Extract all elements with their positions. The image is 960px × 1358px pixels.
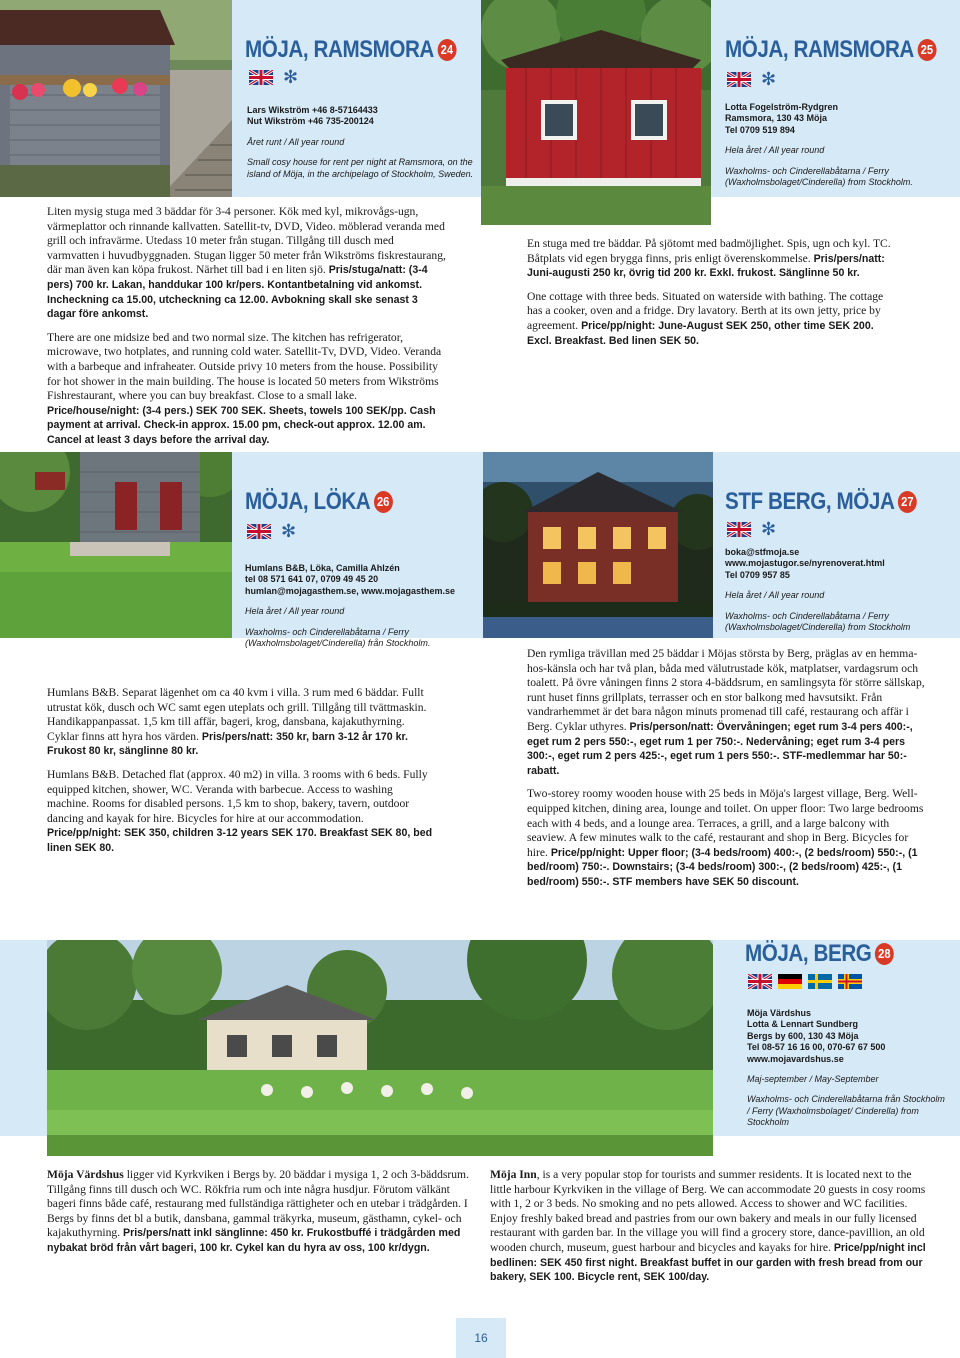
- listing-28-swedish-description: [47, 1168, 472, 1265]
- listing-27-title-text: STF BERG, MÖJA: [725, 488, 895, 515]
- listing-24-contact: Lars Wikström +46 8-57164433: [247, 105, 378, 115]
- snowflake-icon: ✻: [283, 67, 299, 88]
- listing-28-contact: Möja Värdshus: [747, 1008, 812, 1018]
- listing-27-contact: www.mojastugor.se/nyrenoverat.html: [725, 558, 885, 569]
- listing-26-contact: humlan@mojagasthem.se, www.mojagasthem.se: [245, 585, 456, 596]
- listing-26-title-text: MÖJA, LÖKA: [245, 488, 371, 515]
- listing-26-contact: Humlans B&B, Löka, Camilla Ahlzén: [245, 563, 400, 573]
- listing-25-title-text: MÖJA, RAMSMORA: [725, 36, 914, 63]
- page-number: 16: [456, 1318, 506, 1358]
- listing-24-info: [247, 105, 477, 180]
- listing-27-swedish: Den rymliga trävillan med 25 bäddar i Möjas största by Berg, präglas av en hemma-hos-känsla och har två plan, båda med välutrustade kök, matplatser, vardagsrum och toalett. På övre våningen finns 2 stora 4-bäddsrum, en samlingsyta för större sällskap, runt huset finns grillplats, terrasser och en stor balkong med havsutsikt. Från vandrarhemmet är det bara någon minuts promenad till café, restaurang och affär i Berg. Cyklar uthyres. Pris/person/natt: Övervåningen; eget rum 3-4 pers 400:-, eget rum 2 pers 550:-, eget rum 1 per 750:-. Nedervåning; eget rum 3-4 pers 300:-, eget rum 2 pers 425:-, eget rum 1 pers 550:-. STF-medlemmar har 50:- rabatt.: [527, 647, 925, 777]
- listing-24-flags: [249, 67, 299, 88]
- listing-25-contact: Ramsmora, 130 43 Möja: [725, 113, 828, 124]
- listing-28-contact: www.mojavardshus.se: [747, 1053, 844, 1064]
- swedish-flag-icon: [808, 974, 832, 989]
- listing-27-contact: Tel 0709 957 85: [725, 569, 790, 580]
- snowflake-icon: ✻: [281, 521, 297, 542]
- listing-24-english: There are one midsize bed and two normal size. The kitchen has refrigerator, microwave, two hotplates, and running cold water. Satellit-Tv, DVD, Video. Veranda with a barbeque and infraheater. Outside privy 10 meters from the house. Possibility for hot shower in the main building. The house is located 50 meters from Wikströms Fishrestaurant, where you can buy breakfast. Close to a small lake. Price/house/night: (3-4 pers.) SEK 700 SEK. Sheets, towels 100 SEK/pp. Cash payment at arrival. Check-in approx. 15.00 pm, check-out approx. 12.00 am. Cancel at least 3 days before the arrival day.: [47, 330, 442, 446]
- listing-26-swedish-price: Pris/pers/natt: 350 kr, barn 3-12 år 170 kr. Frukost 80 kr, sänglinne 80 kr.: [47, 730, 408, 758]
- listing-24-season: Året runt / All year round: [247, 136, 345, 147]
- listing-28-note: Waxholms- och Cinderellabåtarna från Stockholm / Ferry (Waxholmsbolaget/ Cinderella) from Stockholm: [747, 1094, 945, 1128]
- listing-28-english-description: [490, 1168, 930, 1294]
- listing-25-note: Waxholms- och Cinderellabåtarna / Ferry (Waxholmsbolaget/Cinderella) from Stockholm.: [725, 165, 913, 188]
- listing-26-flags: [247, 521, 297, 542]
- listing-28-english-lead: Möja Inn: [490, 1168, 537, 1181]
- listing-27-season: Hela året / All year round: [725, 590, 825, 601]
- listing-26-english-price: Price/pp/night: SEK 350, children 3-12 years SEK 170. Breakfast SEK 80, bed linen SEK 80.: [47, 827, 433, 854]
- listing-28-season: Maj-september / May-September: [747, 1074, 879, 1085]
- listing-28-flags: [748, 974, 862, 989]
- listing-25-description: [527, 237, 897, 357]
- uk-flag-icon: [727, 72, 751, 87]
- listing-24-number-badge: 24: [437, 39, 456, 61]
- listing-24-swedish-price: Pris/stuga/natt: (3-4 pers) 700 kr. Lakan, handdukar 100 kr/pers. Kontantbetalning vid ankomst. Incheckning ca 15.00, utcheckning ca 12.00. Avbokning skall ske senast 3 dagar före ankomst.: [47, 264, 428, 321]
- listing-25-contact: Tel 0709 519 894: [725, 124, 795, 135]
- photo-cottage-25: [481, 0, 711, 225]
- listing-28-contact: Lotta & Lennart Sundberg: [747, 1019, 858, 1030]
- listing-26-english: Humlans B&B. Detached flat (approx. 40 m2) in villa. 3 rooms with 6 beds. Fully equipped kitchen, shower, WC. Veranda with barbecue. Access to washing machine. Rooms for disabled persons. 1,5 km to shop, bakery, tavern, outdoor dancing and kayak for hire. Bicycles for hire at our accommodation. Price/pp/night: SEK 350, children 3-12 years SEK 170. Breakfast SEK 80, bed linen SEK 80.: [47, 767, 433, 854]
- german-flag-icon: [778, 974, 802, 989]
- listing-25-english: One cottage with three beds. Situated on waterside with bathing. The cottage has a cooker, oven and a fridge. Dry lavatory. Berth at its own jetty, price by agreement. Price/pp/night: June-August SEK 250, other time SEK 200. Excl. Breakfast. Bed linen SEK 50.: [527, 289, 884, 347]
- listing-25-number-badge: 25: [917, 39, 936, 61]
- listing-28-swedish-lead: Möja Värdshus: [47, 1168, 124, 1181]
- listing-27-number-badge: 27: [898, 491, 917, 513]
- uk-flag-icon: [247, 524, 271, 539]
- listing-25-english-price: Price/pp/night: June-August SEK 250, other time SEK 200. Excl. Breakfast. Bed linen SEK 50.: [527, 319, 874, 347]
- listing-26-season: Hela året / All year round: [245, 606, 345, 617]
- listing-27-contact: boka@stfmoja.se: [725, 547, 800, 557]
- listing-27-description: [527, 647, 927, 899]
- uk-flag-icon: [727, 522, 751, 537]
- listing-28-swedish-price: Pris/pers/natt inkl sänglinne: 450 kr. Frukostbuffé i trädgården med nybakat bröd från vårt bageri, 100 kr. Cykel kan du hyra av oss, 100 kr/dygn.: [47, 1227, 461, 1254]
- listing-26-description: [47, 686, 437, 865]
- listing-25-flags: [727, 69, 777, 90]
- listing-25-contact: Lotta Fogelström-Rydgren: [725, 102, 839, 112]
- aland-flag-icon: [838, 974, 862, 989]
- listing-25-swedish: En stuga med tre bäddar. På sjötomt med badmöjlighet. Spis, ugn och kyl. TC. Båtplats vid egen brygga finns, pris enligt överenskommelse. Pris/pers/natt: Juni-augusti 250 kr, övrig tid 200 kr. Exkl. frukost. Sänglinne 50 kr.: [527, 237, 891, 280]
- listing-28-number-badge: 28: [875, 943, 894, 965]
- listing-27-note: Waxholms- och Cinderellabåtarna / Ferry (Waxholmsbolaget/Cinderella) from Stockholm: [725, 610, 911, 633]
- uk-flag-icon: [249, 70, 273, 85]
- photo-house-26: [0, 452, 232, 638]
- listing-28-title: [745, 940, 894, 968]
- listing-26-note: Waxholms- och Cinderellabåtarna / Ferry (Waxholmsbolaget/Cinderella) från Stockholm.: [245, 626, 431, 649]
- photo-garden-28: [47, 940, 713, 1156]
- listing-26-contact: tel 08 571 641 07, 0709 49 45 20: [245, 574, 379, 585]
- listing-28-swedish: Möja Värdshus ligger vid Kyrkviken i Bergs by. 20 bäddar i mysiga 1, 2 och 3-bäddsrum. Tillgång finns till dusch och WC. Rökfria rum och inte några husdjur. Förutom välkänt bageri finns både café, restaurang med fullständiga rättigheter och en utebar i trädgården. I Bergs by finns det bl a butik, dansbana, gammal träkyrka, museum, gästhamn, cykel- och kajakuthyrning. Pris/pers/natt inkl sänglinne: 450 kr. Frukostbuffé i trädgården med nybakat bröd från vårt bageri, 100 kr. Cykel kan du hyra av oss, 100 kr/dygn.: [47, 1168, 469, 1254]
- listing-26-number-badge: 26: [374, 491, 393, 513]
- listing-25-title: [725, 36, 936, 64]
- listing-24-contact: Nut Wikström +46 735-200124: [247, 116, 374, 127]
- listing-26-swedish: Humlans B&B. Separat lägenhet om ca 40 kvm i villa. 3 rum med 6 bäddar. Fullt utrustat kök, dusch och WC samt egen uteplats och grill. Tillgång till tvättmaskin. Handikappanpassat. 1,5 km till affär, bageri, krog, dansbana, kajakuthyrning. Cyklar finns att hyra hos värden. Pris/pers/natt: 350 kr, barn 3-12 år 170 kr. Frukost 80 kr, sänglinne 80 kr.: [47, 686, 427, 758]
- listing-24-description: [47, 205, 447, 457]
- listing-24-swedish: Liten mysig stuga med 3 bäddar för 3-4 personer. Kök med kyl, mikrovågs-ugn, värmeplattor och rinnande kallvatten. Satellit-tv, DVD, Video. möblerad veranda med grill och infravärme. Utedass 10 meter från stugan. Tillgång till dusch med varmvatten i huvudbyggnaden. Stugan ligger 50 meter från Wikströms fiskrestaurang, där man även kan köpa frukost. Närhet till bad i en liten sjö. Pris/stuga/natt: (3-4 pers) 700 kr. Lakan, handdukar 100 kr/pers. Kontantbetalning vid ankomst. Incheckning ca 15.00, utcheckning ca 12.00. Avbokning skall ske senast 3 dagar före ankomst.: [47, 205, 446, 321]
- listing-27-english: Two-storey roomy wooden house with 25 beds in Möja's largest village, Berg. Well-equipped kitchen, dining area, lounge and toilet. On upper floor: Two large bedrooms each with 4 beds, and a lounge area. Terraces, a grill, and a large balcony with seaview. A few minutes walk to the café, restaurant and shop in Berg. Bicycles for hire. Price/pp/night: Upper floor; (3-4 beds/room) 400:-, (2 beds/room) 550:-, (1 bed/room) 750:-. Downstairs; (3-4 beds/room) 300:-, (2 beds/room) 425:-, (1 bed/room) 550:-. STF members have SEK 50 discount.: [527, 787, 924, 888]
- listing-28-info: [747, 1008, 947, 1129]
- listing-24-note: Small cosy house for rent per night at Ramsmora, on the island of Möja, in the archipelago of Stockholm, Sweden.: [247, 157, 474, 179]
- listing-24-title: [245, 36, 456, 64]
- listing-25-info: [725, 102, 955, 188]
- photo-cottage-24: [0, 0, 232, 197]
- listing-28-english-price: Price/pp/night incl bedlinen: SEK 450 first night. Breakfast buffet in our garden with fresh bread from our bakery, SEK 100. Bicycle rent, SEK 100/day.: [490, 1241, 926, 1284]
- listing-27-english-price: Price/pp/night: Upper floor; (3-4 beds/room) 400:-, (2 beds/room) 550:-, (1 bed/room) 750:-. Downstairs; (3-4 beds/room) 300:-, (2 beds/room) 425:-, (1 bed/room) 550:-. STF members have SEK 50 discount.: [527, 846, 918, 888]
- listing-26-info: [245, 563, 475, 649]
- snowflake-icon: ✻: [761, 69, 777, 90]
- listing-24-title-text: MÖJA, RAMSMORA: [245, 36, 434, 63]
- listing-28-english: Möja Inn, is a very popular stop for tourists and summer residents. It is located next to the little harbour Kyrkviken in the village of Berg. We can accommodate 20 guests in cosy rooms with 1, 2 or 3 beds. No smoking and no pets allowed. Access to shower and WC facilities. Enjoy freshly baked bread and pastries from our own bakery and meals in our fully licensed restaurant with garden bar. In the village you will find a grocery store, dance-pavillion, an old wooden church, museum, guest harbour and bicycles and kayaks for hire. Price/pp/night incl bedlinen: SEK 450 first night. Breakfast buffet in our garden with fresh bread from our bakery, SEK 100. Bicycle rent, SEK 100/day.: [490, 1168, 926, 1284]
- listing-27-title: [725, 488, 917, 516]
- photo-hostel-27: [483, 452, 713, 638]
- listing-26-title: [245, 488, 393, 516]
- listing-28-title-text: MÖJA, BERG: [745, 940, 872, 967]
- listing-28-contact: Bergs by 600, 130 43 Möja: [747, 1030, 859, 1041]
- listing-25-season: Hela året / All year round: [725, 145, 825, 156]
- listing-27-flags: [727, 519, 777, 540]
- listing-25-swedish-price: Pris/pers/natt: Juni-augusti 250 kr, övrig tid 200 kr. Exkl. frukost. Sänglinne 50 kr.: [527, 252, 885, 280]
- listing-24-english-price: Price/house/night: (3-4 pers.) SEK 700 SEK. Sheets, towels 100 SEK/pp. Cash payment at arrival. Check-in approx. 15.00 pm, check-out approx. 12.00 am. Cancel at least 3 days before the arrival day.: [47, 404, 436, 446]
- listing-28-contact: Tel 08-57 16 16 00, 070-67 67 500: [747, 1042, 886, 1053]
- listing-27-swedish-price: Pris/person/natt: Övervåningen; eget rum 3-4 pers 400:-, eget rum 2 pers 550:-, eget rum 1 per 750:-. Nedervåning; eget rum 3-4 pers 300:-, eget rum 2 pers 425:-, eget rum 1 pers 550:-. STF-medlemmar har 50:- rabatt.: [527, 720, 913, 777]
- snowflake-icon: ✻: [761, 519, 777, 540]
- listing-27-info: [725, 547, 955, 633]
- uk-flag-icon: [748, 974, 772, 989]
